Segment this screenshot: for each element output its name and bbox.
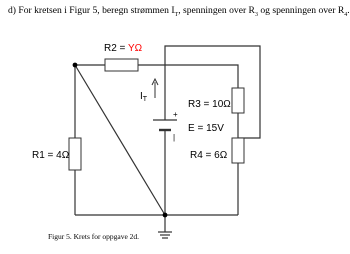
r2-label: R2 = YΩ xyxy=(104,43,143,54)
battery-plus-sign: + xyxy=(173,110,178,119)
question-mid2: og spenningen over R xyxy=(257,5,345,16)
question-sub-t: T xyxy=(174,11,179,18)
r1-label: R1 = 4Ω xyxy=(32,150,70,161)
resistor-r1 xyxy=(69,138,81,170)
question-prefix: d) For kretsen i Figur 5, beregn strømmen I xyxy=(8,5,175,16)
question-mid1: , spenningen over R xyxy=(178,5,255,16)
r4-label: R4 = 6Ω xyxy=(190,150,228,161)
resistor-r4 xyxy=(232,138,244,163)
resistor-r2 xyxy=(105,59,138,71)
question-sub-3: 3 xyxy=(254,11,258,18)
question-sub-4: 4 xyxy=(344,11,348,18)
r3-label: R3 = 10Ω xyxy=(188,99,231,110)
battery-minus-sign: | xyxy=(173,133,176,142)
resistor-r3 xyxy=(232,88,244,113)
wire-top-right xyxy=(165,65,238,88)
node-bottom-middle xyxy=(163,213,168,218)
node-top-left xyxy=(73,63,78,68)
question-suffix: . xyxy=(347,5,350,16)
figure-caption: Figur 5. Krets for oppgave 2d. xyxy=(48,232,140,241)
current-label: $I_T$ xyxy=(140,91,148,103)
wire-diagonal xyxy=(75,65,165,215)
source-label: E = 15V xyxy=(188,123,224,134)
